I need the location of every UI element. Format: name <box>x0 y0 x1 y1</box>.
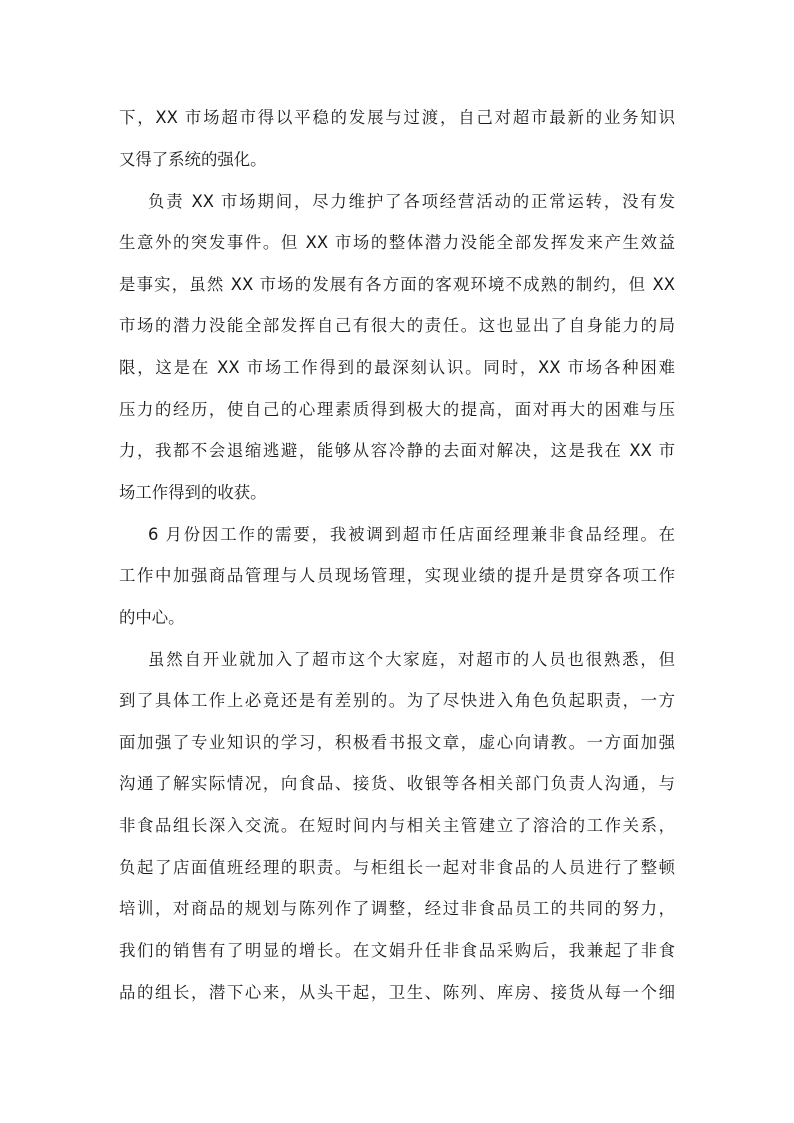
paragraph-line: 生意外的突发事件。但 XX 市场的整体潜力没能全部发挥发来产生效益 <box>119 233 675 252</box>
paragraph-line: 负责 XX 市场期间，尽力维护了各项经营活动的正常运转，没有发 <box>148 192 675 211</box>
paragraph-line: 品的组长，潜下心来，从头干起，卫生、陈列、库房、接货从每一个细 <box>119 983 675 1002</box>
paragraph-line: 压力的经历，使自己的心理素质得到极大的提高，面对再大的困难与压 <box>119 400 675 419</box>
paragraph-line: 是事实，虽然 XX 市场的发展有各方面的客观环境不成熟的制约，但 XX <box>119 275 675 294</box>
paragraph-line: 下，XX 市场超市得以平稳的发展与过渡，自己对超市最新的业务知识 <box>119 108 675 127</box>
paragraph-line: 到了具体工作上必竟还是有差别的。为了尽快进入角色负起职责，一方 <box>119 691 675 710</box>
paragraph-line: 虽然自开业就加入了超市这个大家庭，对超市的人员也很熟悉，但 <box>148 650 675 669</box>
paragraph-line: 我们的销售有了明显的增长。在文娟升任非食品采购后，我兼起了非食 <box>119 941 675 960</box>
paragraph-line: 场工作得到的收获。 <box>119 483 267 502</box>
paragraph-line: 沟通了解实际情况，向食品、接货、收银等各相关部门负责人沟通，与 <box>119 774 675 793</box>
paragraph-line: 6 月份因工作的需要，我被调到超市任店面经理兼非食品经理。在 <box>148 525 675 544</box>
paragraph-line: 的中心。 <box>119 608 185 627</box>
paragraph-line: 限，这是在 XX 市场工作得到的最深刻认识。同时，XX 市场各种困难 <box>119 358 675 377</box>
paragraph-line: 工作中加强商品管理与人员现场管理，实现业绩的提升是贯穿各项工作 <box>119 566 675 585</box>
paragraph-line: 非食品组长深入交流。在短时间内与相关主管建立了溶洽的工作关系， <box>119 816 675 835</box>
paragraph-line: 市场的潜力没能全部发挥自己有很大的责任。这也显出了自身能力的局 <box>119 316 675 335</box>
paragraph-line: 培训，对商品的规划与陈列作了调整，经过非食品员工的共同的努力， <box>119 899 675 918</box>
paragraph-line: 又得了系统的强化。 <box>119 150 267 169</box>
paragraph-line: 负起了店面值班经理的职责。与柜组长一起对非食品的人员进行了整顿 <box>119 858 675 877</box>
paragraph-line: 力，我都不会退缩逃避，能够从容冷静的去面对解决，这是我在 XX 市 <box>119 441 675 460</box>
paragraph-line: 面加强了专业知识的学习，积极看书报文章，虚心向请教。一方面加强 <box>119 733 675 752</box>
